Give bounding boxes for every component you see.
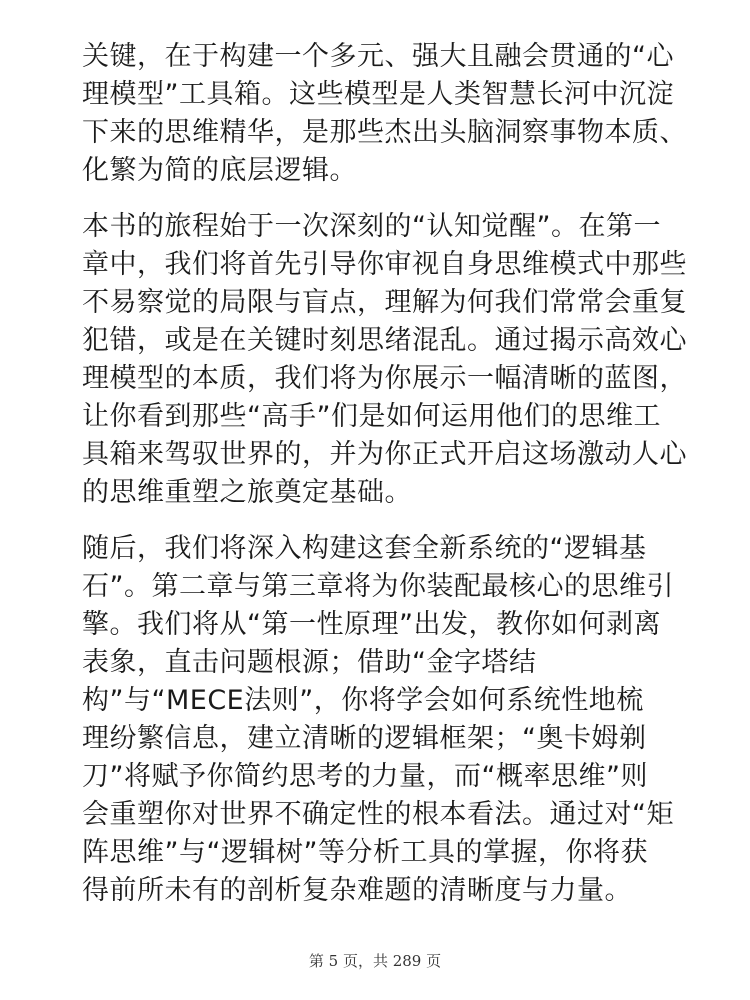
text-line: 随后，我们将深入构建这套全新系统的“逻辑基 <box>82 533 647 564</box>
body-text <box>82 38 687 928</box>
text-line: 犯错，或是在关键时刻思绪混乱。通过揭示高效心 <box>82 325 687 356</box>
text-line: 下来的思维精华，是那些杰出头脑洞察事物本质、 <box>82 117 687 148</box>
text-line: 具箱来驾驭世界的，并为你正式开启这场激动人心 <box>82 439 687 470</box>
text-line: 关键，在于构建一个多元、强大且融会贯通的“心 <box>82 41 674 72</box>
text-line: 不易察觉的局限与盲点，理解为何我们常常会重复 <box>82 287 687 318</box>
page-number: 第 5 页，共 289 页 <box>308 952 442 970</box>
text-line: 的思维重塑之旅奠定基础。 <box>82 477 412 508</box>
text-line: 得前所未有的剖析复杂难题的清晰度与力量。 <box>82 875 632 906</box>
paragraph-3 <box>82 530 674 910</box>
text-line: 让你看到那些“高手”们是如何运用他们的思维工 <box>82 401 661 432</box>
text-line: 本书的旅程始于一次深刻的“认知觉醒”。在第一 <box>82 211 661 242</box>
text-line: 擎。我们将从“第一性原理”出发，教你如何剥离 <box>82 609 661 640</box>
text-line: 构”与“MECE法则”，你将学会如何系统性地梳 <box>82 685 644 716</box>
text-line: 表象，直击问题根源；借助“金字塔结 <box>82 647 537 678</box>
text-line: 理纷繁信息，建立清晰的逻辑框架；“奥卡姆剃 <box>82 723 647 754</box>
text-line: 石”。第二章与第三章将为你装配最核心的思维引 <box>82 571 674 602</box>
text-line: 会重塑你对世界不确定性的根本看法。通过对“矩 <box>82 799 674 830</box>
text-line: 化繁为简的底层逻辑。 <box>82 155 357 186</box>
text-line: 理模型”工具箱。这些模型是人类智慧长河中沉淀 <box>82 79 674 110</box>
paragraph-2 <box>82 208 687 512</box>
text-line: 理模型的本质，我们将为你展示一幅清晰的蓝图， <box>82 363 687 394</box>
text-line: 阵思维”与“逻辑树”等分析工具的掌握，你将获 <box>82 837 648 868</box>
text-line: 刀”将赋予你简约思考的力量，而“概率思维”则 <box>82 761 648 792</box>
text-line: 章中，我们将首先引导你审视自身思维模式中那些 <box>82 249 687 280</box>
paragraph-1 <box>82 38 687 190</box>
